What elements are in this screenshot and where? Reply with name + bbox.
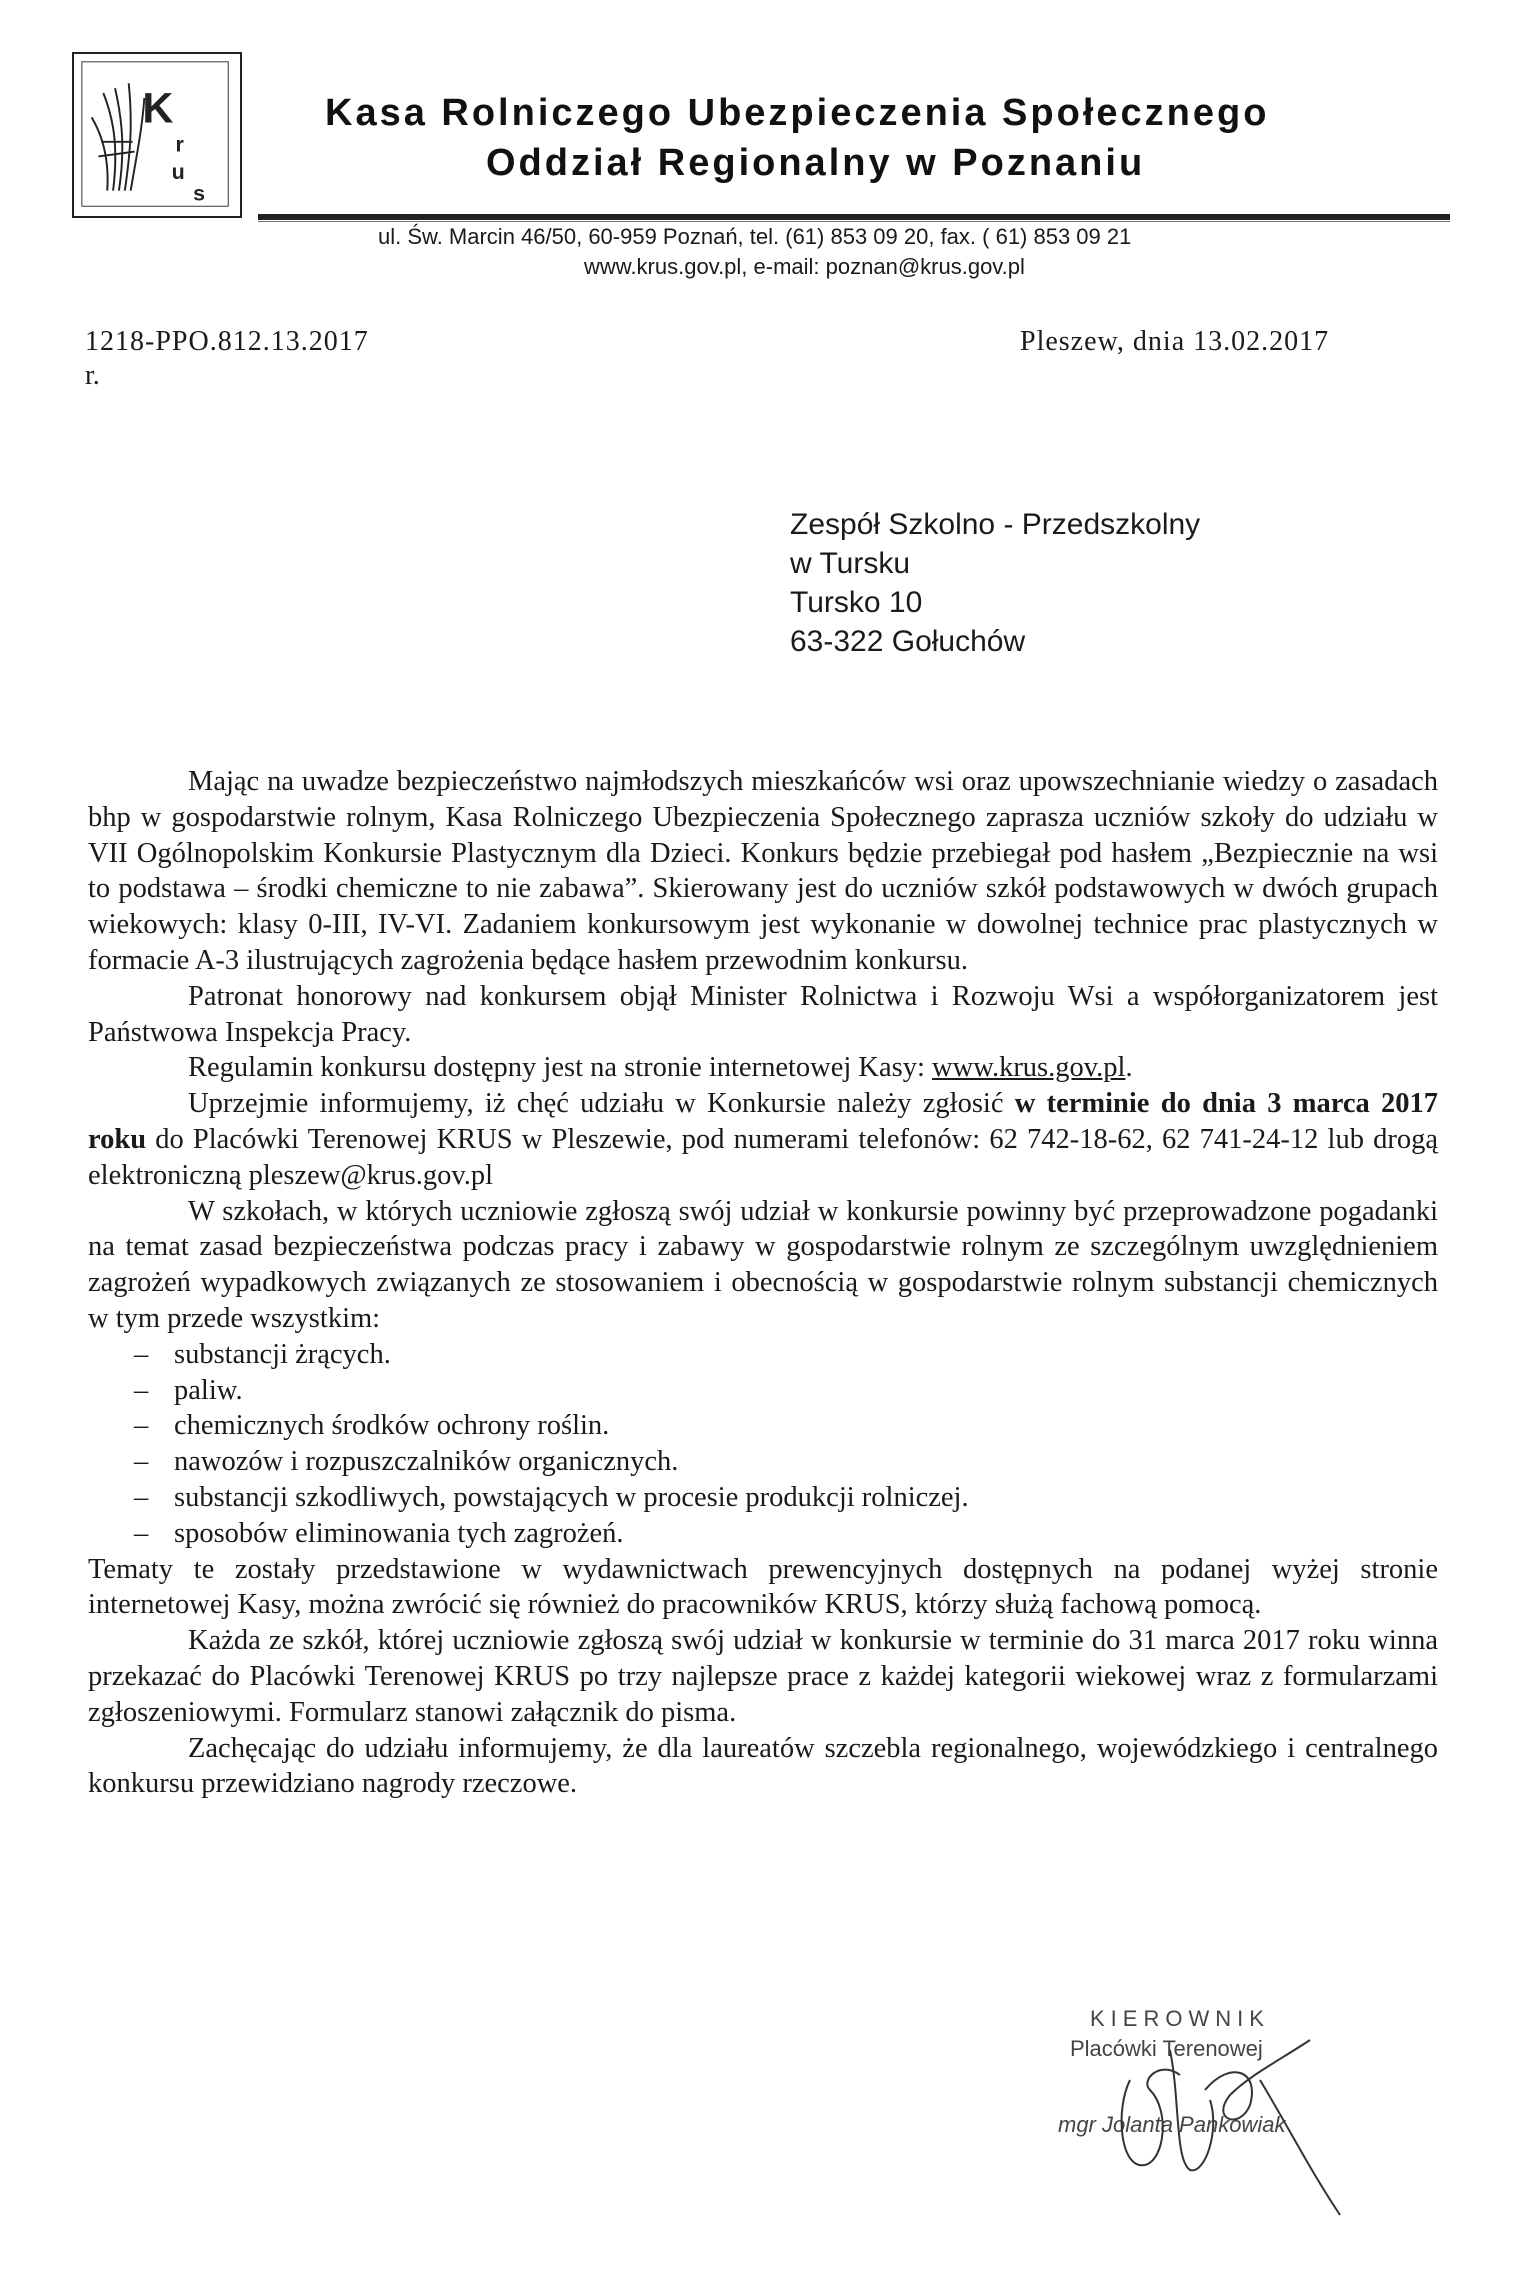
paragraph-text: . xyxy=(1125,1052,1133,1084)
header-title-line2: Oddział Regionalny w Poznaniu xyxy=(486,142,1146,184)
header-contact-address: ul. Św. Marcin 46/50, 60-959 Poznań, tel. (61) 853 09 20, fax. ( 61) 853 09 21 xyxy=(378,224,1132,249)
place-date: Pleszew, dnia 13.02.2017 xyxy=(1020,326,1330,357)
list-item xyxy=(88,1516,1438,1552)
list-dash: – xyxy=(134,1481,149,1513)
list-item-text: sposobów eliminowania tych zagrożeń. xyxy=(174,1517,624,1549)
header-contact-web: www.krus.gov.pl, e-mail: poznan@krus.gov.pl xyxy=(584,254,1025,279)
paragraph: Każda ze szkół, której uczniowie zgłoszą swój udział w konkursie w terminie do 31 marca 2017 roku winna przekazać do Placówki Terenowej KRUS po trzy najlepsze prace z każdej kategorii wiekowej wraz z formularzami zgłoszeniowymi. Formularz stanowi załącznik do pisma. xyxy=(88,1625,1438,1728)
list-item xyxy=(88,1337,1438,1373)
signature-title: KIEROWNIK xyxy=(1090,2006,1270,2031)
list-item-text: paliw. xyxy=(174,1374,243,1406)
handwritten-signature xyxy=(1110,2020,1350,2220)
paragraph: W szkołach, w których uczniowie zgłoszą swój udział w konkursie powinny być przeprowadzone pogadanki na temat zasad bezpieczeństwa podczas pracy i zabawy w gospodarstwie rolnym ze szczególnym uwzględnieniem zagrożeń wypadkowych związanych ze stosowaniem i obecnością w gospodarstwie rolnym substancji chemicznych w tym przede wszystkim: xyxy=(88,1195,1438,1334)
list-dash: – xyxy=(134,1410,149,1442)
krus-website-link[interactable]: www.krus.gov.pl xyxy=(932,1052,1126,1084)
paragraph: Zachęcając do udziału informujemy, że dla laureatów szczebla regionalnego, wojewódzkiego i centralnego konkursu przewidziano nagrody rzeczowe. xyxy=(88,1732,1438,1800)
paragraph xyxy=(88,1050,1438,1086)
paragraph-text: Uprzejmie informujemy, iż chęć udziału w Konkursie należy zgłosić xyxy=(188,1088,1015,1120)
list-dash: – xyxy=(134,1517,149,1549)
addressee-line: Tursko 10 xyxy=(790,586,923,619)
svg-text:u: u xyxy=(171,159,185,184)
list-item-text: substancji szkodliwych, powstających w procesie produkcji rolniczej. xyxy=(174,1481,969,1513)
deadline-bold: w terminie do dnia 3 marca 2017 roku xyxy=(88,1088,1438,1155)
addressee-line: Zespół Szkolno - Przedszkolny xyxy=(790,508,1201,541)
svg-text:K: K xyxy=(142,84,174,133)
reference-number: 1218-PPO.812.13.2017 xyxy=(85,326,369,357)
header-rule xyxy=(258,214,1450,220)
list-item-text: nawozów i rozpuszczalników organicznych. xyxy=(174,1446,679,1478)
signature-subtitle: Placówki Terenowej xyxy=(1070,2036,1263,2061)
list-dash: – xyxy=(134,1446,149,1478)
addressee-line: w Tursku xyxy=(790,547,911,580)
paragraph-text: Regulamin konkursu dostępny jest na stronie internetowej Kasy: xyxy=(188,1052,933,1084)
reference-suffix: r. xyxy=(85,360,100,391)
addressee-block xyxy=(790,505,1200,661)
list-item xyxy=(88,1408,1438,1444)
krus-logo-icon xyxy=(74,54,240,216)
list-item xyxy=(88,1444,1438,1480)
list-item-text: substancji żrących. xyxy=(174,1338,391,1370)
paragraph xyxy=(88,1086,1438,1193)
letter-body xyxy=(88,764,1438,1802)
svg-text:r: r xyxy=(175,132,184,157)
svg-text:s: s xyxy=(193,181,206,206)
list-item-text: chemicznych środków ochrony roślin. xyxy=(174,1410,610,1442)
signature-name: mgr Jolanta Pankowiak xyxy=(1058,2112,1286,2137)
header-title-line1: Kasa Rolniczego Ubezpieczenia Społecznego xyxy=(325,92,1270,134)
list-item xyxy=(88,1373,1438,1409)
krus-logo xyxy=(72,52,242,218)
paragraph: Tematy te zostały przedstawione w wydawnictwach prewencyjnych dostępnych na podanej wyżej stronie internetowej Kasy, można zwrócić się również do pracowników KRUS, którzy służą fachową pomocą. xyxy=(88,1553,1438,1621)
paragraph-text: do Placówki Terenowej KRUS w Pleszewie, pod numerami telefonów: 62 742-18-62, 62 741-24-12 lub drogą elektroniczną pleszew@krus.gov.pl xyxy=(88,1123,1438,1191)
header-rule-thin xyxy=(258,221,1450,222)
paragraph: Patronat honorowy nad konkursem objął Minister Rolnictwa i Rozwoju Wsi a współorganizatorem jest Państwowa Inspekcja Pracy. xyxy=(88,980,1438,1048)
list-item xyxy=(88,1480,1438,1516)
addressee-line: 63-322 Gołuchów xyxy=(790,625,1026,658)
list-dash: – xyxy=(134,1338,149,1370)
paragraph: Mając na uwadze bezpieczeństwo najmłodszych mieszkańców wsi oraz upowszechnianie wiedzy o zasadach bhp w gospodarstwie rolnym, Kasa Rolniczego Ubezpieczenia Społecznego zaprasza uczniów szkoły do udziału w VII Ogólnopolskim Konkursie Plastycznym dla Dzieci. Konkurs będzie przebiegał pod hasłem „Bezpiecznie na wsi to podstawa – środki chemiczne to nie zabawa”. Skierowany jest do uczniów szkół podstawowych w dwóch grupach wiekowych: klasy 0-III, IV-VI. Zadaniem konkursowym jest wykonanie w dowolnej technice prac plastycznych w formacie A-3 ilustrujących zagrożenia będące hasłem przewodnim konkursu. xyxy=(88,766,1438,976)
list-dash: – xyxy=(134,1374,149,1406)
